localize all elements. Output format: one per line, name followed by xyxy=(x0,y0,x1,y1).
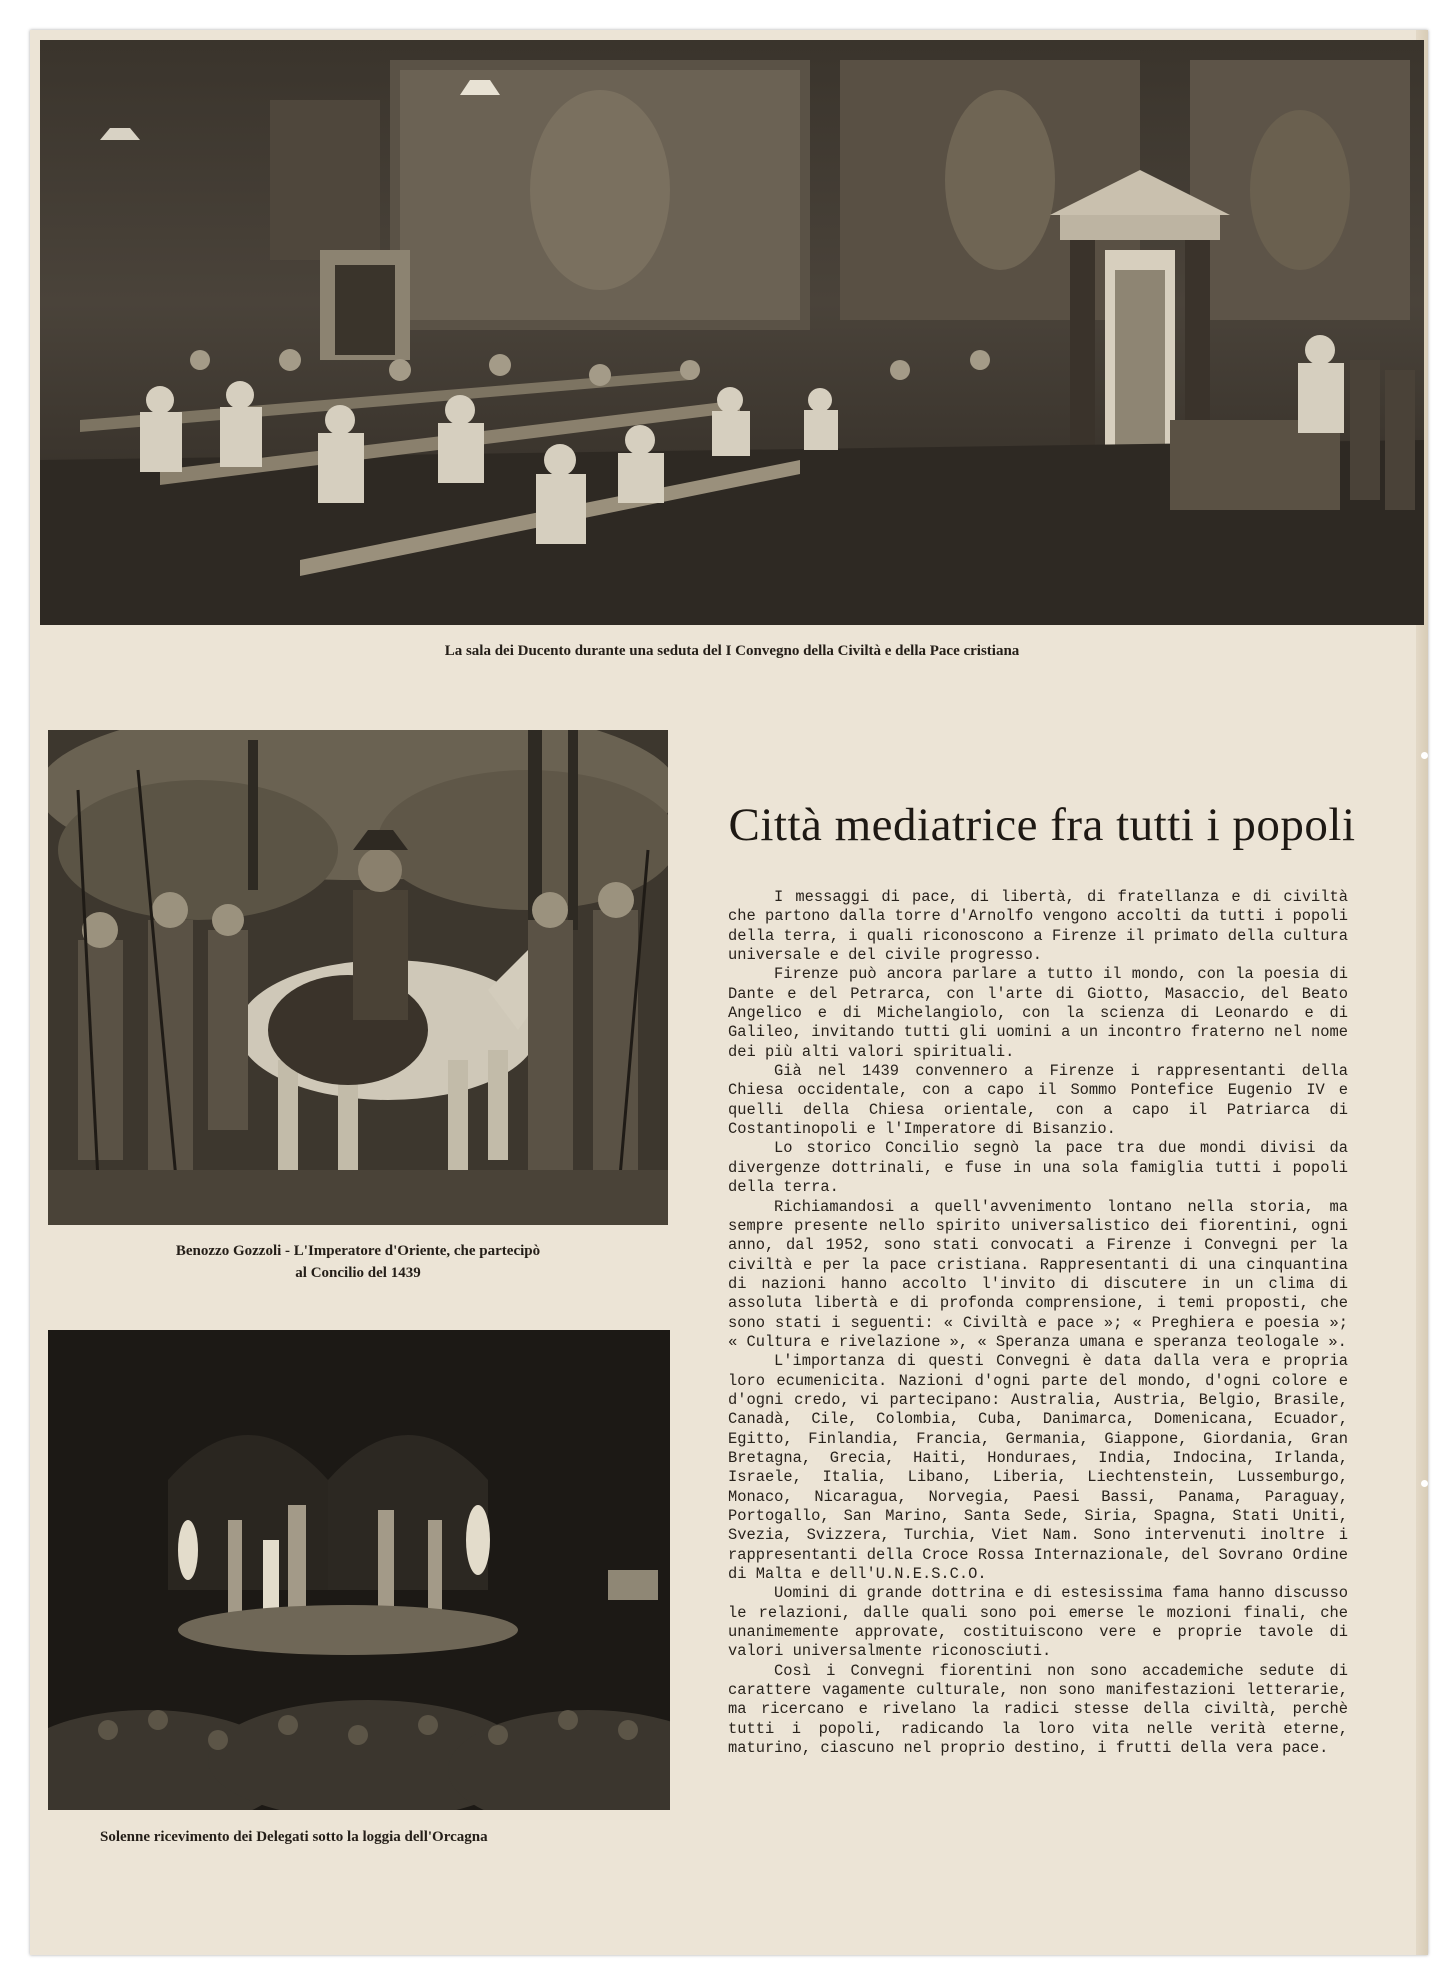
article-paragraph: Così i Convegni fiorentini non sono accademiche sedute di carattere vagamente culturale, non sono manifestazioni letterarie, ma ricercano e rivelano la radici stesse della civiltà, perchè tutti i popoli, radicando la loro vita nelle verità eterne, maturino, ciascuno nel proprio destino, i frutti della vera pace. xyxy=(728,1661,1348,1758)
photo-loggia-orcagna xyxy=(48,1330,670,1810)
night-reception-image xyxy=(48,1330,670,1810)
hall-session-image xyxy=(40,40,1424,625)
top-photo-caption: La sala dei Ducento durante una seduta del I Convegno della Civiltà e della Pace cristiana xyxy=(444,643,1020,659)
article-paragraph: Già nel 1439 convennero a Firenze i rappresentanti della Chiesa occidentale, con a capo il Sommo Pontefice Eugenio IV e quelli della Chiesa orientale, con a capo il Patriarca di Costantinopoli e l'Imperatore di Bisanzio. xyxy=(728,1062,1348,1139)
article-paragraph: I messaggi di pace, di libertà, di fratellanza e di civiltà che partono dalla torre d'Arnolfo vengono accolti da tutti i popoli della terra, i quali riconoscono a Firenze il primato della cultura universale e del civile progresso. xyxy=(728,888,1348,965)
article-paragraph: Uomini di grande dottrina e di estesissima fama hanno discusso le relazioni, dalle quali sono poi emerse le mozioni finali, che unanimemente approvate, costituiscono vere e proprie tavole di valori universalmente riconosciuti. xyxy=(728,1584,1348,1661)
article-paragraph: Lo storico Concilio segnò la pace tra due mondi divisi da divergenze dottrinali, e fuse in una sola famiglia tutti i popoli della terra. xyxy=(728,1139,1348,1197)
article-body xyxy=(728,888,1348,1758)
article-paragraph: Firenze può ancora parlare a tutto il mondo, con la poesia di Dante e del Petrarca, con l'arte di Giotto, Masaccio, del Beato Angelico e di Michelangiolo, con la scienza di Leonardo e di Galileo, invitando tutti gli uomini a un incontro fraterno nel nome dei più alti valori spirituali. xyxy=(728,965,1348,1061)
binding-hole xyxy=(1421,752,1428,759)
middle-photo-caption xyxy=(48,1240,668,1284)
fresco-image xyxy=(48,730,668,1225)
middle-caption-line-2: al Concilio del 1439 xyxy=(295,1265,421,1281)
middle-caption-line-1: Benozzo Gozzoli - L'Imperatore d'Oriente, che partecipò xyxy=(175,1243,541,1259)
bottom-photo-caption: Solenne ricevimento dei Delegati sotto la loggia dell'Orcagna xyxy=(100,1829,488,1845)
binding-hole xyxy=(1421,1480,1428,1487)
photo-benozzo-gozzoli-fresco xyxy=(48,730,668,1225)
photo-sala-dei-ducento xyxy=(40,40,1424,625)
article-headline: Città mediatrice fra tutti i popoli xyxy=(728,799,1356,851)
article-paragraph: L'importanza di questi Convegni è data dalla vera e propria loro ecumenicita. Nazioni d'ogni parte del mondo, d'ogni colore e d'ogni credo, vi partecipano: Australia, Austria, Belgio, Brasile, Canadà, Cile, Colombia, Cuba, Danimarca, Domenicana, Ecuador, Egitto, Finlandia, Francia, Germania, Giappone, Giordania, Gran Bretagna, Grecia, Haiti, Honduraes, India, Indocina, Irlanda, Israele, Italia, Libano, Liberia, Liechtenstein, Lussemburgo, Monaco, Nicaragua, Norvegia, Paesi Bassi, Panama, Paraguay, Portogallo, San Marino, Santa Sede, Siria, Spagna, Stati Uniti, Svezia, Svizzera, Turchia, Viet Nam. Sono intervenuti inoltre i rappresentanti della Croce Rossa Internazionale, del Sovrano Ordine di Malta e dell'U.N.E.S.C.O. xyxy=(728,1352,1348,1584)
article-paragraph: Richiamandosi a quell'avvenimento lontano nella storia, ma sempre presente nello spirito universalistico dei fiorentini, ogni anno, dal 1952, sono stati convocati a Firenze i Convegni per la civiltà e per la pace cristiana. Rappresentanti di una cinquantina di nazioni hanno accolto l'invito di discutere in un clima di assoluta libertà e di profonda comprensione, i temi proposti, che sono stati i seguenti: « Civiltà e pace »; « Preghiera e poesia »; « Cultura e rivelazione », « Speranza umana e speranza teologale ». xyxy=(728,1197,1348,1351)
